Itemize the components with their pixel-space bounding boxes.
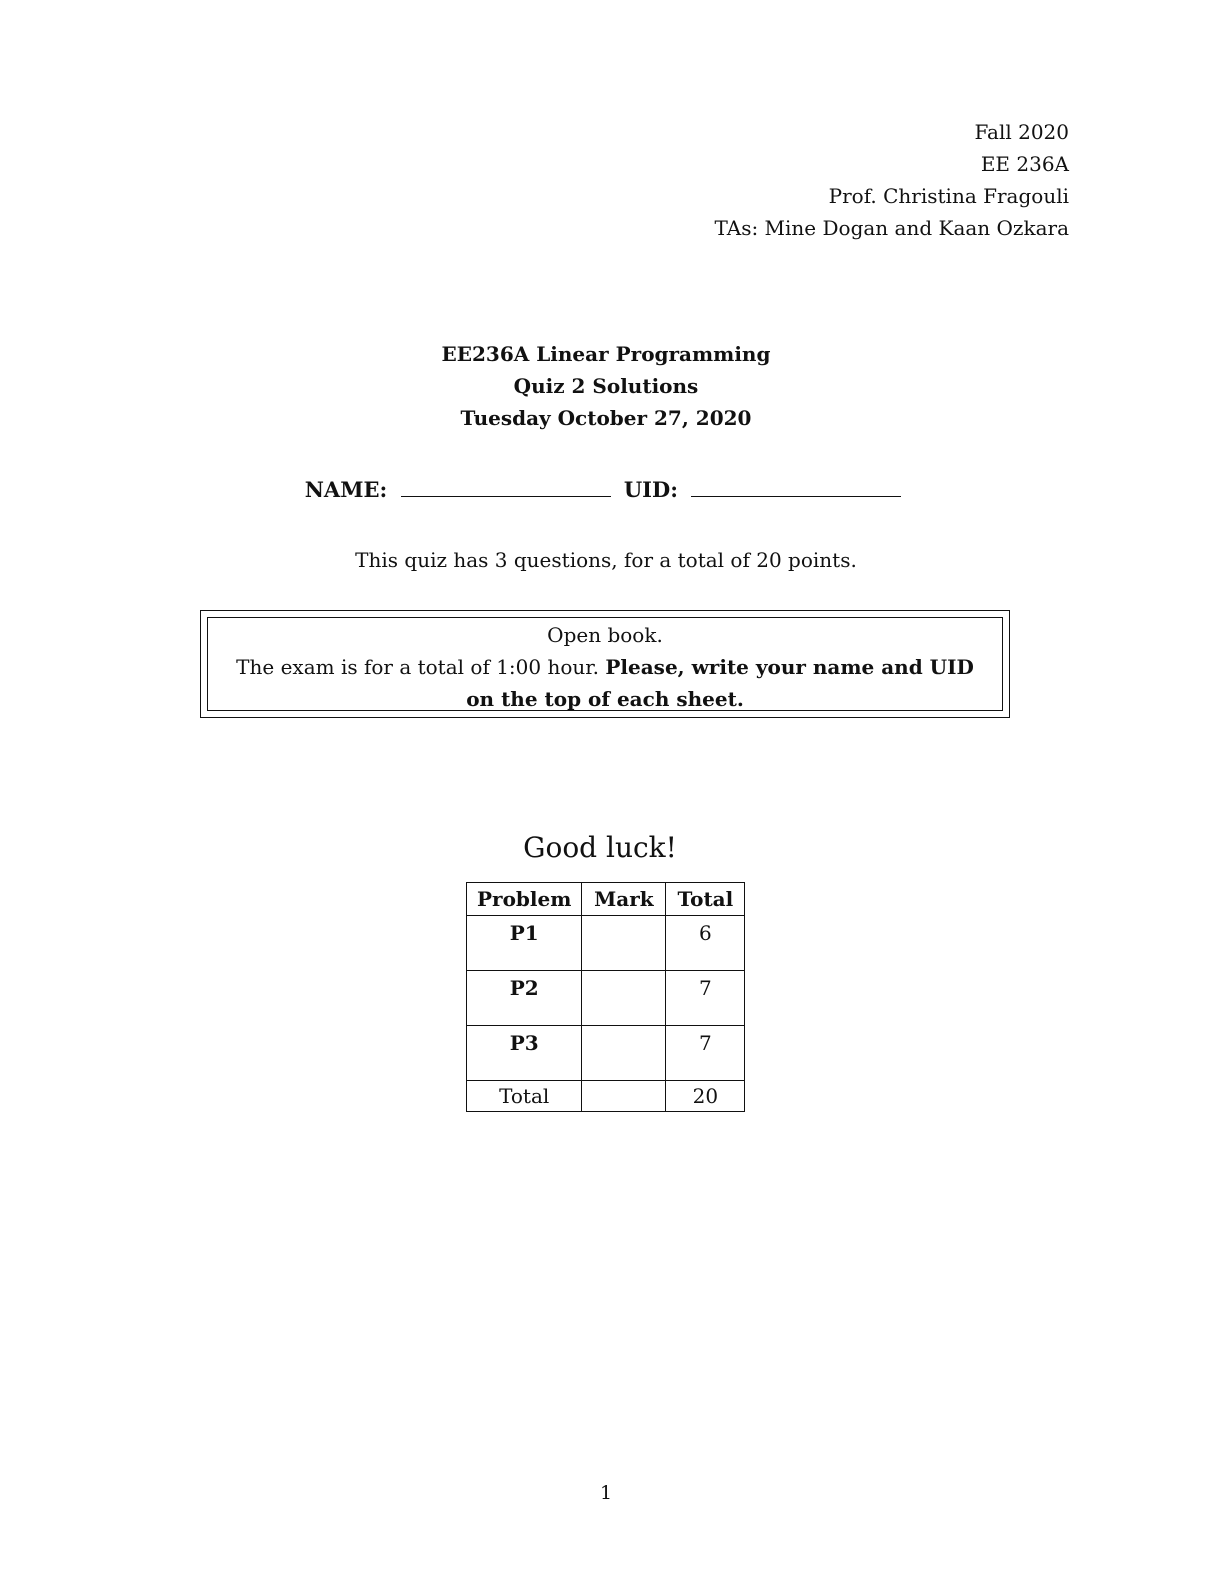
name-blank[interactable] [401, 474, 611, 497]
total-cell: 20 [666, 1081, 745, 1112]
mark-cell [582, 1081, 666, 1112]
term-text: Fall 2020 [974, 120, 1069, 144]
table-row-total [467, 1081, 745, 1112]
instructions-box [200, 610, 1010, 718]
page-number: 1 [599, 1482, 613, 1504]
name-label: NAME: [304, 477, 388, 502]
grade-table-header [467, 883, 745, 916]
uid-blank[interactable] [691, 474, 901, 497]
header-problem: Problem [467, 883, 582, 916]
mark-cell [582, 916, 666, 971]
total-cell: 7 [666, 1026, 745, 1081]
total-cell: 7 [666, 971, 745, 1026]
table-row [467, 916, 745, 971]
header-total: Total [666, 883, 745, 916]
problem-cell: P2 [467, 971, 582, 1026]
professor-name: Prof. Christina Fragouli [828, 184, 1069, 208]
table-row [467, 1026, 745, 1081]
table-row [467, 971, 745, 1026]
title-course: EE236A Linear Programming [441, 342, 771, 366]
instructions-inner-box [207, 617, 1003, 711]
mark-cell [582, 1026, 666, 1081]
exam-duration-note: The exam is for a total of 1:00 hour. [236, 655, 599, 679]
student-fields [0, 474, 1212, 506]
open-book-note: Open book. [547, 623, 663, 647]
name-uid-instruction: Please, write your name and UID on the top of each sheet. [466, 655, 974, 711]
problem-cell: Total [467, 1081, 582, 1112]
good-luck-heading: Good luck! [523, 831, 677, 864]
instructions-text [228, 651, 982, 715]
total-cell: 6 [666, 916, 745, 971]
problem-cell: P3 [467, 1026, 582, 1081]
quiz-intro: This quiz has 3 questions, for a total of 20 points. [355, 548, 857, 572]
title-date: Tuesday October 27, 2020 [460, 406, 752, 430]
problem-cell: P1 [467, 916, 582, 971]
header-mark: Mark [582, 883, 666, 916]
ta-names: TAs: Mine Dogan and Kaan Ozkara [714, 216, 1069, 240]
title-quiz: Quiz 2 Solutions [513, 374, 699, 398]
uid-label: UID: [623, 477, 678, 502]
course-header [715, 116, 1070, 244]
course-code: EE 236A [980, 152, 1069, 176]
grade-table [466, 882, 745, 1112]
document-title [0, 338, 1212, 434]
mark-cell [582, 971, 666, 1026]
